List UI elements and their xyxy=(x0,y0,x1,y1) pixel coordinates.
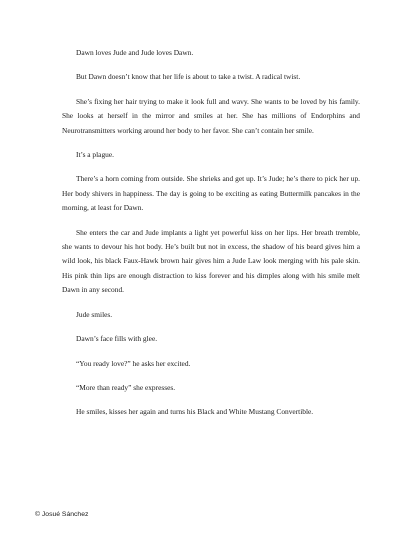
copyright-footer: © Josué Sánchez xyxy=(35,511,89,518)
paragraph: “You ready love?” he asks her excited. xyxy=(76,358,191,368)
paragraph: She’s fixing her hair trying to make it look full and wavy. She wants to be loved by his family. She looks at herself in the mirror and smiles at her. She has millions of Endorphins and Neurotransmitters working around her body to her favor. She can’t contain her smile. xyxy=(62,96,360,135)
paragraph: He smiles, kisses her again and turns his Black and White Mustang Convertible. xyxy=(76,407,314,417)
paragraph: But Dawn doesn’t know that her life is about to take a twist. A radical twist. xyxy=(76,72,301,82)
paragraph: Dawn’s face fills with glee. xyxy=(76,334,158,344)
paragraph: “More than ready” she expresses. xyxy=(76,382,176,392)
paragraph: She enters the car and Jude implants a light yet powerful kiss on her lips. Her breath tremble, she wants to devour his hot body. He’s built but not in excess, the shadow of his beard gives him a wild look, his black Faux-Hawk brown hair gives him a Jude Law look merging with his pale skin. His pink thin lips are enough distraction to kiss forever and his dimples along with his smile melt Dawn in any second. xyxy=(62,227,360,295)
paragraph: Jude smiles. xyxy=(76,309,113,319)
paragraph: It’s a plague. xyxy=(76,150,114,160)
paragraph: There’s a horn coming from outside. She shrieks and get up. It’s Jude; he’s there to pick her up. Her body shivers in happiness. The day is going to be exciting as eating Buttermilk pancakes in the morning, at least for Dawn. xyxy=(62,174,360,213)
document-body xyxy=(62,46,360,430)
paragraph: Dawn loves Jude and Jude loves Dawn. xyxy=(76,48,194,57)
